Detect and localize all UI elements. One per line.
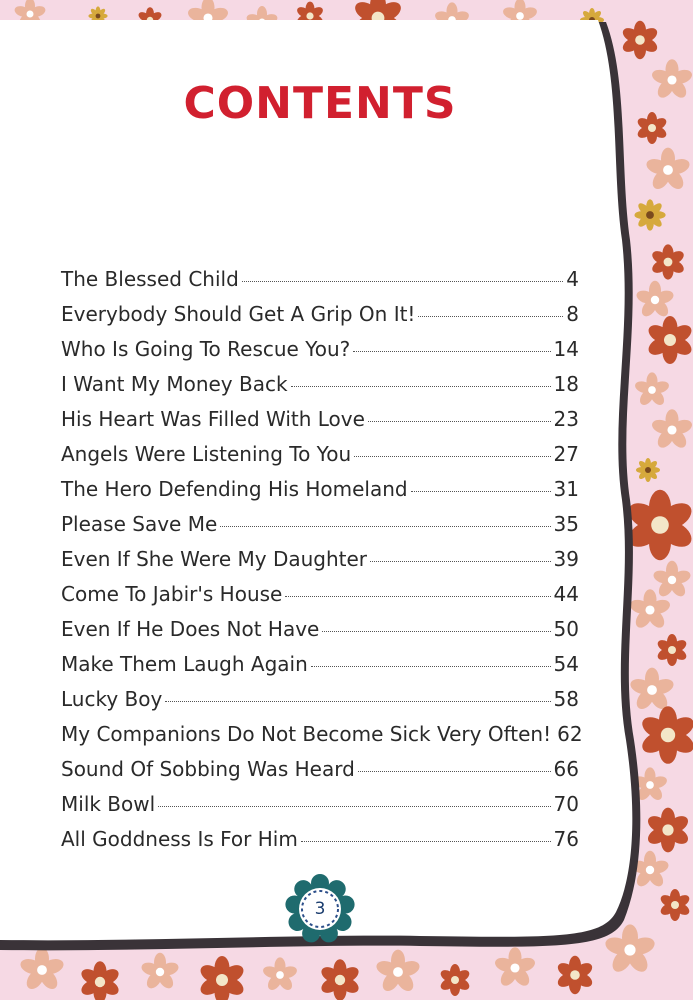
toc-entry-page: 39: [553, 547, 579, 571]
toc-entry-title: Everybody Should Get A Grip On It!: [61, 302, 416, 326]
toc-entry-page: 50: [553, 617, 579, 641]
dot-leader: [411, 491, 551, 492]
toc-entry-title: Make Them Laugh Again: [61, 652, 308, 676]
toc-entry: [61, 822, 579, 857]
toc-entry-title: Milk Bowl: [61, 792, 156, 816]
toc-entry-page: 44: [553, 582, 579, 606]
toc-entry-page: 76: [553, 827, 579, 851]
dot-leader: [242, 281, 563, 282]
dot-leader: [370, 561, 551, 562]
toc-entry-page: 14: [553, 337, 579, 361]
toc-entry-page: 23: [553, 407, 579, 431]
toc-entry: [61, 472, 579, 507]
toc-entry-page: 8: [566, 302, 579, 326]
page-number: 3: [314, 899, 326, 919]
toc-entry-title: Angels Were Listening To You: [61, 442, 352, 466]
toc-entry: [61, 717, 583, 752]
toc-entry-page: 27: [553, 442, 579, 466]
toc-entry-title: All Goddness Is For Him: [61, 827, 298, 851]
table-of-contents: [61, 262, 583, 857]
dot-leader: [165, 701, 550, 702]
toc-entry-title: Even If He Does Not Have: [61, 617, 320, 641]
toc-entry-page: 31: [553, 477, 579, 501]
toc-entry-title: The Hero Defending His Homeland: [61, 477, 408, 501]
toc-entry-title: Who Is Going To Rescue You?: [61, 337, 351, 361]
toc-entry-page: 70: [553, 792, 579, 816]
dot-leader: [158, 806, 550, 807]
dot-leader: [354, 456, 550, 457]
toc-entry: [61, 507, 579, 542]
toc-entry: [61, 367, 579, 402]
toc-entry: [61, 612, 579, 647]
dot-leader: [291, 386, 551, 387]
toc-entry-title: Come To Jabir's House: [61, 582, 283, 606]
toc-entry: [61, 577, 579, 612]
dot-leader: [285, 596, 550, 597]
dot-leader: [322, 631, 550, 632]
dot-leader: [220, 526, 550, 527]
dot-leader: [311, 666, 551, 667]
toc-entry-title: My Companions Do Not Become Sick Very Often!: [61, 722, 552, 746]
toc-entry: [61, 402, 579, 437]
toc-entry: [61, 332, 579, 367]
toc-entry: [61, 787, 579, 822]
toc-entry-title: Lucky Boy: [61, 687, 163, 711]
toc-entry: [61, 297, 579, 332]
toc-entry-page: 54: [553, 652, 579, 676]
dot-leader: [353, 351, 550, 352]
toc-entry-title: Sound Of Sobbing Was Heard: [61, 757, 355, 781]
toc-entry: [61, 682, 579, 717]
toc-entry-page: 18: [553, 372, 579, 396]
toc-entry-title: Even If She Were My Daughter: [61, 547, 368, 571]
toc-entry-title: His Heart Was Filled With Love: [61, 407, 365, 431]
toc-entry: [61, 262, 579, 297]
dot-leader: [418, 316, 563, 317]
dot-leader: [368, 421, 551, 422]
page-title: CONTENTS: [183, 78, 457, 129]
toc-entry-title: Please Save Me: [61, 512, 218, 536]
dot-leader: [358, 771, 551, 772]
toc-entry-page: 4: [566, 267, 579, 291]
toc-entry: [61, 542, 579, 577]
toc-entry-title: The Blessed Child: [61, 267, 239, 291]
toc-entry-page: 62: [557, 722, 583, 746]
toc-entry-page: 66: [553, 757, 579, 781]
toc-entry: [61, 437, 579, 472]
toc-entry-page: 35: [553, 512, 579, 536]
dot-leader: [301, 841, 551, 842]
toc-entry: [61, 647, 579, 682]
toc-entry-page: 58: [553, 687, 579, 711]
toc-entry-title: I Want My Money Back: [61, 372, 288, 396]
toc-entry: [61, 752, 579, 787]
